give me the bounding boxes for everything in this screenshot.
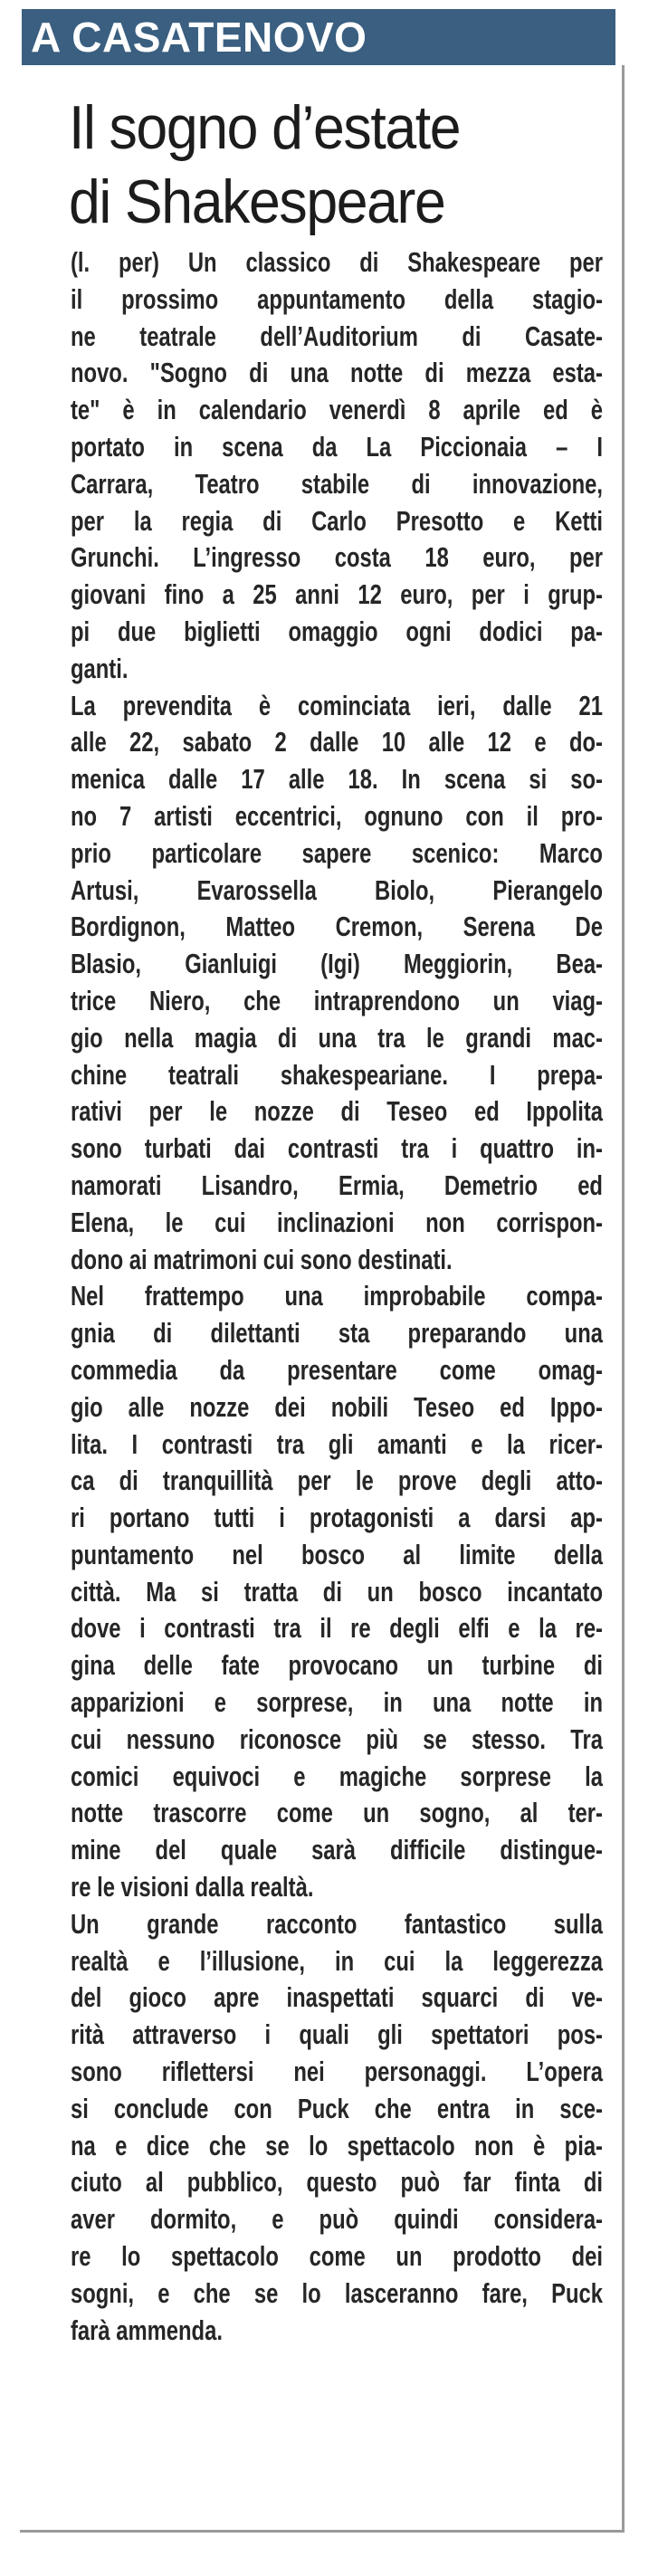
article-line: sono riflettersi nei personaggi. L’opera xyxy=(71,2056,603,2088)
article-line: novo. "Sogno di una notte di mezza esta- xyxy=(71,358,603,389)
article-line: La prevendita è cominciata ieri, dalle 21 xyxy=(71,690,603,721)
article-line: te" è in calendario venerdì 8 aprile ed è xyxy=(71,395,603,426)
article-line: re le visioni dalla realtà. xyxy=(71,1872,314,1903)
article-line: notte trascorre come un sogno, al ter- xyxy=(71,1798,603,1829)
article-line: dono ai matrimoni cui sono destinati. xyxy=(71,1244,453,1275)
article-line: aver dormito, e può quindi considera- xyxy=(71,2204,603,2236)
article-line: il prossimo appuntamento della stagio- xyxy=(71,283,603,315)
article-line: dove i contrasti tra il re degli elfi e la re- xyxy=(71,1613,603,1645)
article-line: Artusi, Evarossella Biolo, Pierangelo xyxy=(71,874,603,906)
article-line: lita. I contrasti tra gli amanti e la ricer- xyxy=(71,1428,603,1460)
article-line: gnia di dilettanti sta preparando una xyxy=(71,1318,603,1350)
article-line: gio nella magia di una tra le grandi mac- xyxy=(71,1022,603,1054)
article-line: Bordignon, Matteo Cremon, Serena De xyxy=(71,911,603,943)
article-line: prio particolare sapere scenico: Marco xyxy=(71,837,603,869)
article-line: rativi per le nozze di Teseo ed Ippolita xyxy=(71,1096,603,1128)
article-line: gina delle fate provocano un turbine di xyxy=(71,1650,603,1682)
article-line: città. Ma si tratta di un bosco incantato xyxy=(71,1576,603,1608)
article-line: ganti. xyxy=(71,653,129,684)
article-line: Grunchi. L’ingresso costa 18 euro, per xyxy=(71,542,603,574)
article-line: cui nessuno riconosce più se stesso. Tra xyxy=(71,1723,603,1755)
article-line: Blasio, Gianluigi (Igi) Meggiorin, Bea- xyxy=(71,949,603,980)
article-line: na e dice che se lo spettacolo non è pia- xyxy=(71,2130,603,2161)
article-line: (l. per) Un classico di Shakespeare per xyxy=(71,247,603,278)
article-line: sogni, e che se lo lasceranno fare, Puck xyxy=(71,2277,603,2309)
article-line: giovani fino a 25 anni 12 euro, per i grup- xyxy=(71,579,603,611)
article-line: ne teatrale dell’Auditorium di Casate- xyxy=(71,320,603,352)
article-line: farà ammenda. xyxy=(71,2314,223,2346)
article-body xyxy=(71,244,603,2349)
article-line: si conclude con Puck che entra in sce- xyxy=(71,2093,603,2124)
article-line: commedia da presentare come omag- xyxy=(71,1354,603,1386)
article-line: Carrara, Teatro stabile di innovazione, xyxy=(71,468,603,500)
article-line: puntamento nel bosco al limite della xyxy=(71,1539,603,1570)
article-line: ciuto al pubblico, questo può far finta di xyxy=(71,2167,603,2199)
article-line: Un grande racconto fantastico sulla xyxy=(71,1908,603,1940)
article-line: sono turbati dai contrasti tra i quattro in- xyxy=(71,1133,603,1165)
article-line: chine teatrali shakespeariane. I prepa- xyxy=(71,1059,603,1091)
article-line: pi due biglietti omaggio ogni dodici pa- xyxy=(71,615,603,647)
article-line: re lo spettacolo come un prodotto dei xyxy=(71,2241,603,2273)
article-line: portato in scena da La Piccionaia – I xyxy=(71,431,603,463)
section-label: A CASATENOVO xyxy=(22,9,615,65)
article-line: apparizioni e sorprese, in una notte in xyxy=(71,1687,603,1719)
article-line: realtà e l’illusione, in cui la leggerezza xyxy=(71,1945,603,1977)
article-line: alle 22, sabato 2 dalle 10 alle 12 e do- xyxy=(71,727,603,758)
article-line: gio alle nozze dei nobili Teseo ed Ippo- xyxy=(71,1391,603,1423)
article-line: per la regia di Carlo Presotto e Ketti xyxy=(71,505,603,537)
article-line: rità attraverso i quali gli spettatori pos- xyxy=(71,2019,603,2051)
article-line: ri portano tutti i protagonisti a darsi ap- xyxy=(71,1503,603,1534)
article-line: mine del quale sarà difficile distingue- xyxy=(71,1835,603,1866)
article-line: comici equivoci e magiche sorprese la xyxy=(71,1760,603,1792)
article-line: no 7 artisti eccentrici, ognuno con il pro- xyxy=(71,800,603,832)
article-line: trice Niero, che intraprendono un viag- xyxy=(71,985,603,1016)
article-line: ca di tranquillità per le prove degli atto- xyxy=(71,1465,603,1497)
article-line: Elena, le cui inclinazioni non corrispon- xyxy=(71,1207,603,1238)
article-line: namorati Lisandro, Ermia, Demetrio ed xyxy=(71,1169,603,1201)
article-line: Nel frattempo una improbabile compa- xyxy=(71,1281,603,1312)
headline-line: di Shakespeare xyxy=(69,167,445,236)
article-line: del gioco apre inaspettati squarci di ve- xyxy=(71,1982,603,2014)
headline xyxy=(69,91,612,239)
article-line: menica dalle 17 alle 18. In scena si so- xyxy=(71,764,603,796)
headline-line: Il sogno d’estate xyxy=(69,93,461,162)
